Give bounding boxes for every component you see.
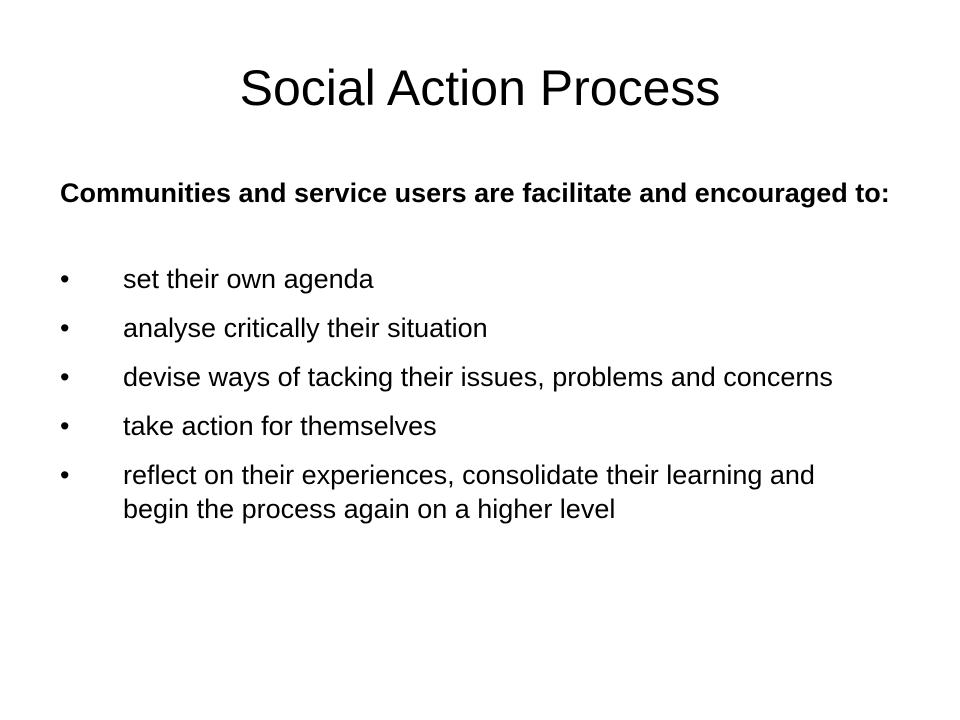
bullet-icon: • bbox=[60, 264, 70, 294]
bullet-list bbox=[60, 262, 880, 541]
bullet-icon: • bbox=[60, 411, 70, 441]
bullet-icon: • bbox=[60, 313, 70, 343]
bullet-item bbox=[60, 409, 880, 443]
bullet-item bbox=[60, 311, 880, 345]
bullet-icon: • bbox=[60, 362, 70, 392]
bullet-text: set their own agenda bbox=[123, 264, 374, 294]
bullet-item bbox=[60, 360, 880, 394]
slide-title: Social Action Process bbox=[239, 60, 721, 116]
bullet-text: reflect on their experiences, consolidate their learning and begin the process again on a higher level bbox=[123, 460, 815, 524]
bullet-text: devise ways of tacking their issues, problems and concerns bbox=[123, 362, 833, 392]
bullet-icon: • bbox=[60, 460, 70, 490]
bullet-item bbox=[60, 458, 880, 526]
bullet-text: take action for themselves bbox=[123, 411, 437, 441]
bullet-text: analyse critically their situation bbox=[123, 313, 488, 343]
lead-text: Communities and service users are facilitate and encouraged to: bbox=[60, 178, 890, 208]
bullet-item bbox=[60, 262, 880, 296]
